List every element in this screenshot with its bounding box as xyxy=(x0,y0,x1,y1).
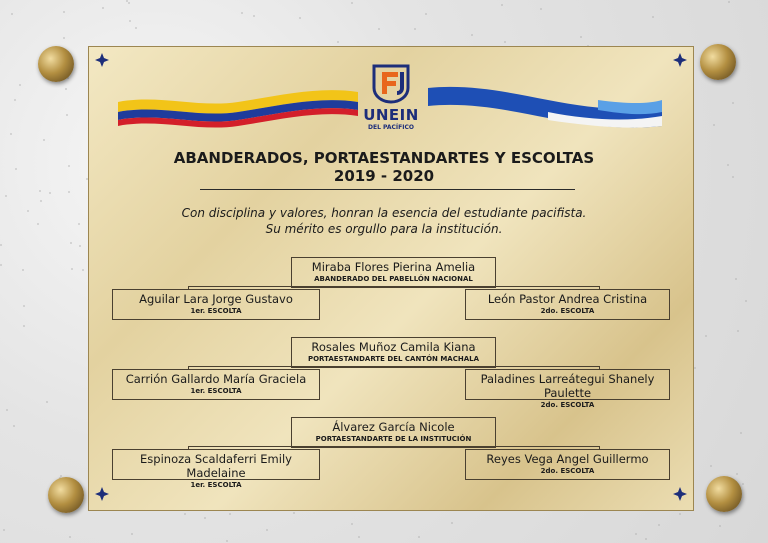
left-escort-box xyxy=(112,289,320,320)
marble-speck xyxy=(23,325,25,327)
marble-speck xyxy=(266,529,268,531)
escort-role: 2do. ESCOLTA xyxy=(540,401,595,409)
left-escort-box xyxy=(112,369,320,400)
marble-speck xyxy=(418,536,420,538)
honoree-role: PORTAESTANDARTE DEL CANTÓN MACHALA xyxy=(307,355,480,363)
marble-speck xyxy=(11,13,13,15)
honoree-name: Miraba Flores Pierina Amelia xyxy=(311,260,476,274)
marble-speck xyxy=(82,269,84,271)
marble-speck xyxy=(23,305,25,307)
motto-line-2: Su mérito es orgullo para la institución. xyxy=(265,222,503,236)
marble-speck xyxy=(737,330,739,332)
marble-speck xyxy=(0,244,2,246)
marble-speck xyxy=(713,124,715,126)
fleur-corner-top-right-icon xyxy=(672,52,688,68)
marble-speck xyxy=(37,223,39,225)
institution-subtitle: DEL PACÍFICO xyxy=(368,124,414,131)
escort-name: Paladines Larreátegui Shanely Paulette xyxy=(480,372,655,400)
marble-speck xyxy=(451,522,453,524)
right-escort-box xyxy=(465,449,670,480)
escort-role: 2do. ESCOLTA xyxy=(540,307,595,315)
marble-speck xyxy=(19,84,21,86)
escort-role: 1er. ESCOLTA xyxy=(190,387,242,395)
honoree-role: ABANDERADO DEL PABELLÓN NACIONAL xyxy=(314,275,473,283)
main-honoree-box xyxy=(291,417,496,448)
bolt-bottom-left xyxy=(48,477,84,513)
marble-speck xyxy=(645,538,647,540)
marble-speck xyxy=(652,16,654,18)
machala-flag-ribbon xyxy=(428,82,662,130)
honoree-role: PORTAESTANDARTE DE LA INSTITUCIÓN xyxy=(315,435,472,443)
marble-speck xyxy=(293,512,295,514)
title-line-2: 2019 - 2020 xyxy=(333,167,435,185)
marble-speck xyxy=(131,533,133,535)
marble-speck xyxy=(540,8,542,10)
marble-speck xyxy=(425,13,427,15)
fleur-corner-bottom-right-icon xyxy=(672,486,688,502)
bolt-bottom-right xyxy=(706,476,742,512)
escort-name: Aguilar Lara Jorge Gustavo xyxy=(139,292,293,306)
marble-speck xyxy=(736,473,738,475)
ecuador-flag-ribbon xyxy=(118,80,358,130)
main-honoree-box xyxy=(291,257,496,288)
escort-name: Reyes Vega Angel Guillermo xyxy=(486,452,649,466)
escort-name: Espinoza Scaldaferri Emily Madelaine xyxy=(140,452,292,480)
marble-speck xyxy=(69,536,71,538)
unein-emblem-icon xyxy=(370,62,412,104)
marble-speck xyxy=(40,200,42,202)
honoree-name: Rosales Muñoz Camila Kiana xyxy=(311,340,476,354)
marble-speck xyxy=(241,12,243,14)
right-escort-box xyxy=(465,289,670,320)
escort-name: León Pastor Andrea Cristina xyxy=(487,292,648,306)
marble-speck xyxy=(128,2,130,4)
plaque-title xyxy=(120,149,648,185)
unein-logo xyxy=(360,62,422,132)
marble-speck xyxy=(226,540,228,542)
title-divider xyxy=(200,189,575,190)
marble-speck xyxy=(68,165,70,167)
bolt-top-right xyxy=(700,44,736,80)
escort-name: Carrión Gallardo María Graciela xyxy=(125,372,307,386)
marble-speck xyxy=(71,268,73,270)
title-line-1: ABANDERADOS, PORTAESTANDARTES Y ESCOLTAS xyxy=(173,149,595,167)
marble-speck xyxy=(705,335,707,337)
marble-speck xyxy=(658,524,660,526)
marble-speck xyxy=(358,536,360,538)
plaque-motto xyxy=(120,205,648,237)
left-escort-box xyxy=(112,449,320,489)
institution-name: UNEIN xyxy=(363,106,419,124)
escort-role: 1er. ESCOLTA xyxy=(190,307,242,315)
escort-role: 1er. ESCOLTA xyxy=(190,481,242,489)
right-escort-box xyxy=(465,369,670,409)
honoree-name: Álvarez García Nicole xyxy=(332,420,455,434)
escort-role: 2do. ESCOLTA xyxy=(540,467,595,475)
marble-speck xyxy=(14,99,16,101)
marble-speck xyxy=(66,114,68,116)
motto-line-1: Con disciplina y valores, honran la esencia del estudiante pacifista. xyxy=(181,206,587,220)
marble-speck xyxy=(15,168,17,170)
marble-speck xyxy=(728,1,730,3)
fleur-corner-top-left-icon xyxy=(94,52,110,68)
marble-speck xyxy=(635,533,637,535)
marble-speck xyxy=(580,36,582,38)
fleur-corner-bottom-left-icon xyxy=(94,486,110,502)
marble-speck xyxy=(732,176,734,178)
main-honoree-box xyxy=(291,337,496,368)
marble-speck xyxy=(0,264,2,266)
bolt-top-left xyxy=(38,46,74,82)
